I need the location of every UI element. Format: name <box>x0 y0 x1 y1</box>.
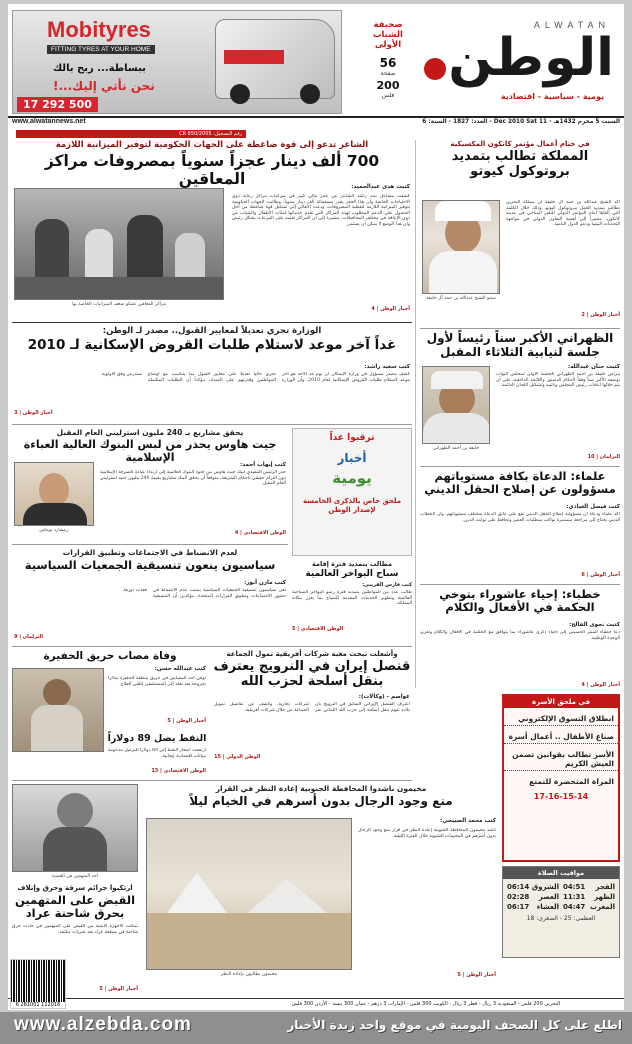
bottom-banner[interactable] <box>0 1012 632 1044</box>
footer-bar <box>8 998 624 1010</box>
prayer-row <box>507 903 559 911</box>
story-societies-body: نعى سياسيون تنسيقية الجمعيات السياسية بسبب عدم الانضباط في حضور الاجتماعات وتطبيق القرارات المتخذة، مؤكدين أن التنسيقية فقدت دورها. <box>122 588 286 599</box>
story-budget-ref[interactable]: أخبار الوطن | 4 <box>371 306 410 312</box>
story-budget-headline[interactable]: 700 ألف دينار عجزاً سنوياً بمصروفات مراكز المعاقين <box>44 152 380 188</box>
story-loans-headline[interactable]: غداً آخر موعد لاستلام طلبات القروض الإسكانية لـ 2010 <box>27 337 397 353</box>
ad-phone: 17 292 500 <box>17 97 98 112</box>
promo-word-1: ترقبوا غداً <box>329 433 375 443</box>
story-dinner-headline[interactable]: منع وجود الرجال بدون أسرهم في الخيام ليلاً <box>189 794 453 808</box>
story-mexico-body: أكد الشيخ عبدالله بن حمد آل خليفة أن مملكة البحرين تطالب بتمديد العمل ببروتوكول كيوتو، وذلك خلال الكلمة التي ألقاها أمام المؤتمر الدولي للتغير المناخي في مدينة كانكون، مشيراً إلى أهمية التعاون الدولي في مواجهة التحديات البيئية ودعم الدول النامية. <box>506 200 620 228</box>
story-parking-ref[interactable]: الوطن الاقتصادي | 5 <box>292 626 344 632</box>
story-oil[interactable] <box>106 734 208 778</box>
story-iran-byline: عواصم - (وكالات): <box>358 694 410 700</box>
prayer-row <box>507 893 559 901</box>
story-theft-body: تمكنت الأجهزة الأمنية من القبض على المتهمين في حادث حرق شاحنة في منطقة عراد بعد تحريات مكثفة. <box>12 924 138 935</box>
story-mexico-ref[interactable]: أخبار الوطن | 2 <box>581 312 620 318</box>
ad-van <box>215 19 335 99</box>
story-islamic-caption: ريتشارد توماس <box>39 528 69 533</box>
promo-word-2: أخبار <box>337 451 367 465</box>
issue-line: السبت 5 محرم 1432هـ - 11 Dec 2010 Sat - العدد: 1827 - السنة: 6 <box>422 119 620 125</box>
story-loans-kicker: الوزارة تجري تعديلاً لمعايير القبول.. مصدر لـ الوطن: <box>102 326 322 336</box>
prayer-name: الفجر <box>595 883 615 891</box>
story-fire-photo <box>12 668 104 752</box>
story-dinner[interactable] <box>144 784 498 998</box>
story-budget-caption: مراكز المعاقين تشكو ضعف الميزانيات الخاصة بها <box>71 302 167 307</box>
price-value: 200 <box>376 79 400 92</box>
story-dhahrani[interactable] <box>420 332 620 464</box>
story-theft-photo <box>12 784 138 872</box>
story-oil-headline[interactable]: النفط يصل 89 دولاراً <box>107 733 207 744</box>
story-dinner-kicker: مخيمون ناشدوا المحافظة الجنوبية إعادة النظر في القرار <box>215 784 427 793</box>
promo-offer: ملحق خاص بالذكرى الخامسة لإصدار الوطن <box>302 497 402 514</box>
prayer-row <box>563 893 615 901</box>
reg-strip <box>16 130 246 138</box>
banner-text: اطلع على كل الصحف اليومية في موقع واحد زبدة الأخبار <box>287 1018 622 1032</box>
story-iran-ref[interactable]: الوطن الدولي | 15 <box>214 754 261 760</box>
prayer-title: مواقيت الصلاة <box>503 867 619 879</box>
story-ashura-byline: كتبت نجوى الفالح: <box>569 622 620 628</box>
footer-barcode <box>10 959 66 1009</box>
story-preachers[interactable] <box>420 470 620 582</box>
prayer-time: 04:51 <box>563 883 586 891</box>
logo-latin: ALWATAN <box>533 20 610 30</box>
story-parking-headline[interactable]: سباح البواخر العالمية <box>305 569 399 579</box>
prayer-name: المغرب <box>589 903 615 911</box>
prayer-name: الشروق <box>531 883 559 891</box>
story-dinner-byline: كتب محمد الصبيحي: <box>440 818 496 824</box>
story-preachers-byline: كتب فيصل العيادي: <box>566 504 620 510</box>
pages-label: صفحة <box>380 70 396 77</box>
story-societies-headline[interactable]: سياسيون ينعون تنسيقية الجمعيات السياسية <box>24 558 276 572</box>
story-ashura-headline[interactable]: خطباء: إحياء عاشوراء بتوخي الحكمة في الأفعال والكلام <box>439 587 601 615</box>
story-ashura-ref[interactable]: أخبار الوطن | 4 <box>581 682 620 688</box>
ad-slogan: FITTING TYRES AT YOUR HOME <box>47 45 155 54</box>
prayer-time: 02:28 <box>507 893 530 901</box>
promo-title: صحيفة الشباب الأولى <box>373 20 403 50</box>
banner-site[interactable]: www.alzebda.com <box>14 1014 192 1035</box>
story-budget-kicker: الشاعر تدعو إلى قوة ضاغطة على الجهات الحكومية لتوفير الميزانية اللازمة <box>55 140 369 150</box>
story-preachers-headline[interactable]: علماء: الدعاة بكافة مستوياتهم مسؤولون عن إصلاح الحقل الديني <box>424 469 616 497</box>
story-dhahrani-body: يترأس خليفة بن أحمد الظهراني الجلسة الأولى لمجلس النواب بوصفه الأكبر سناً وفقاً لأحكام الدستور واللائحة الداخلية، على أن يتم خلالها انتخاب رئيس المجلس ونائبيه وتشكيل اللجان الدائمة. <box>496 372 620 389</box>
footer-prices: البحرين 200 فلس - السعودية 3 ريال - قطر 3 ريال - الكويت 300 فلس - الإمارات 3 درهم - عمان 300 بيسة - الأردن 300 فلس <box>291 1001 560 1007</box>
story-dhahrani-ref[interactable]: البرلمان | 10 <box>587 454 620 460</box>
weather-line: العظمى: 25 - الصغرى: 18 <box>526 915 596 922</box>
story-dhahrani-byline: كتبت حنان عبدالله: <box>567 364 620 370</box>
newspaper-page <box>8 4 624 1010</box>
story-mexico-kicker: في ختام أعمال مؤتمر كانكون المكسيكية <box>450 140 590 148</box>
story-loans[interactable] <box>12 326 412 422</box>
story-societies[interactable] <box>12 548 288 644</box>
story-societies-kicker: لعدم الانضباط في الاجتماعات وتطبيق القرارات <box>62 548 238 557</box>
story-theft-headline[interactable]: القبض على المتهمين بحرق شاحنة عراد <box>14 893 136 921</box>
story-budget-body: كشفت مشاعل بنت راشد الشاعر عن عجز مالي كبير في ميزانيات مراكز رعاية ذوي الاحتياجات الخاصة وأن هذا العجز يقدر بسبعمائة ألف دينار سنوياً، وطالبت الجهات الحكومية بتوفير الميزانية اللازمة لتغطية المصروفات، ودعت الأهالي إلى تشكيل قوة ضاغطة من أجل الحصول على الدعم المطلوب لهذه المراكز التي تقدم خدماتها لمئات الأطفال والشباب من ذوي الإعاقة في مختلف المحافظات، مشيرة إلى أن المراكز تعتمد على التبرعات بشكل رئيس وأن هذا الوضع لا يمكن أن يستمر. <box>232 194 410 227</box>
story-budget-photo <box>14 188 224 300</box>
story-budget-byline: كتبت هدى عبدالحميد: <box>351 184 410 190</box>
story-dinner-ref[interactable]: أخبار الوطن | 5 <box>457 972 496 978</box>
story-islamic-photo <box>14 462 94 526</box>
story-theft-ref[interactable]: أخبار الوطن | 5 <box>99 986 138 992</box>
story-dinner-body: ناشد مخيمون المحافظة الجنوبية إعادة النظر في قرار منع وجود الرجال بدون أسرهم في المخيمات الشتوية خلال الفترة الليلية. <box>358 828 496 839</box>
story-iran-body: اعترف القنصل الإيراني السابق في النرويج بأن بلاده تقوم بنقل أسلحة إلى حزب الله اللبناني عبر شركات تجارية، وكشف عن تفاصيل تمويل الجماعة من خلال شركات أفريقية. <box>214 702 410 713</box>
story-preachers-ref[interactable]: أخبار الوطن | 6 <box>581 572 620 578</box>
masthead-tagline: يومية - سياسية - اقتصادية <box>500 92 604 101</box>
story-islamic[interactable] <box>12 428 288 542</box>
story-parking-body: طالب عدد من المواطنين بتمديد فترة رسو البواخر السياحية العالمية وتطوير الخدمات المقدمة للسياح بما يعزز مكانة المملكة. <box>292 590 412 607</box>
prayer-time: 04:47 <box>563 903 586 911</box>
story-fire[interactable] <box>12 650 208 730</box>
story-fire-ref[interactable]: أخبار الوطن | 5 <box>167 718 206 724</box>
story-islamic-kicker: يحقق مشاريع بـ 240 مليون استرليني العام المقبل <box>56 428 244 437</box>
logo-red-swoosh <box>424 58 446 80</box>
story-fire-byline: كتب عبدالله حسن: <box>154 666 206 672</box>
ad-arabic-1: ببساطة... ربح بالك <box>53 63 146 74</box>
story-oil-ref[interactable]: الوطن الاقتصادي | 13 <box>151 768 206 774</box>
masthead-promo <box>362 20 414 100</box>
top-advert[interactable] <box>12 10 342 114</box>
story-parking[interactable] <box>292 560 412 638</box>
story-dhahrani-headline[interactable]: الظهراني الأكبر سناً رئيساً لأول جلسة لنيابية الثلاثاء المقبل <box>426 331 614 359</box>
story-mexico-headline[interactable]: المملكة تطالب بتمديد بروتوكول كيوتو <box>451 149 589 179</box>
barcode-number: 6 281001 112016 <box>11 1002 65 1008</box>
logo-arabic: الوطن <box>448 28 614 88</box>
prayer-name: الظهر <box>594 893 615 901</box>
price-unit: فلس <box>381 92 395 99</box>
family-box-item-3[interactable]: الأسر تطالب بقوانين تضمن العيش الكريم <box>504 744 618 771</box>
story-mexico-caption: سمو الشيخ عبدالله بن حمد آل خليفة <box>426 296 496 301</box>
masthead-logo[interactable] <box>424 20 614 100</box>
pages-count: 56 <box>379 56 397 70</box>
story-fire-body: توفي أحد المصابين في حريق منطقة الحفيرة متأثراً بجروحه بعد نقله إلى المستشفى لتلقي العلاج. <box>108 676 206 687</box>
ad-arabic-2: نحن نأتي إليك...! <box>53 79 155 93</box>
issue-bar <box>8 116 624 126</box>
prayer-row <box>507 883 559 891</box>
prayer-rows <box>503 879 619 915</box>
story-fire-headline[interactable]: وفاة مصاب حريق الحفيرة <box>43 650 177 662</box>
story-dinner-photo <box>146 818 352 970</box>
story-societies-ref[interactable]: البرلمان | 9 <box>14 634 43 640</box>
story-dhahrani-caption: خليفة بن أحمد الظهراني <box>432 446 480 451</box>
prayer-row <box>563 883 615 891</box>
family-box-item-1[interactable]: انطلاق التسوق الإلكتروني <box>504 708 618 726</box>
story-theft-caption: أحد المتهمين في القضية <box>51 874 99 879</box>
story-islamic-ref[interactable]: الوطن الاقتصادي | 4 <box>234 530 286 536</box>
story-loans-byline: كتب سعيد راشد: <box>364 364 410 370</box>
story-parking-kicker: مطالب بتمديد فترة إقامة <box>312 560 392 568</box>
story-ashura[interactable] <box>420 588 620 692</box>
prayer-row <box>563 903 615 911</box>
story-budget[interactable] <box>12 140 412 320</box>
story-iran-headline[interactable]: قنصل إيران في النرويج يعترف بنقل أسلحة لحزب الله <box>213 659 411 689</box>
masthead <box>8 4 624 125</box>
prayer-time: 06:14 <box>507 883 530 891</box>
reg-number: رقم التسجيل: CR 650/2005 <box>179 131 242 137</box>
family-box-item-4[interactable]: المراة المتحضرة للتمتع <box>529 777 614 786</box>
story-loans-body: كشف مصدر مسؤول في وزارة الإسكان أن يوم غد الأحد هو آخر موعد لاستلام طلبات القروض الإسكانية لعام 2010، وأن الوزارة تجري حالياً تعديلاً على معايير القبول بما يتناسب مع أوضاع المواطنين وقدرتهم على السداد، مؤكداً أن الطلبات المكتملة ستدرس وفق الأولوية. <box>100 372 410 383</box>
story-oil-body: ارتفعت أسعار النفط إلى 89 دولاراً للبرميل مدعومة ببيانات اقتصادية إيجابية. <box>108 748 206 759</box>
story-dinner-caption: مخيمون يطالبون بإعادة النظر <box>220 972 278 977</box>
story-mexico-photo <box>422 200 500 294</box>
family-box[interactable] <box>502 694 620 862</box>
prayer-name: العشاء <box>536 903 559 911</box>
website[interactable]: www.alwatannews.net <box>12 118 86 125</box>
family-box-pages: 17-16-15-14 <box>533 792 589 801</box>
prayer-times-box <box>502 866 620 958</box>
story-loans-ref[interactable]: أخبار الوطن | 3 <box>14 410 53 416</box>
story-iran-kicker: وأشعلت تبحث مغبة شركات أفريقية تمول الجماعة <box>226 650 398 658</box>
prayer-time: 06:17 <box>507 903 530 911</box>
story-ashura-body: دعا خطباء المنبر الحسيني إلى إحياء ذكرى عاشوراء بما يتوافق مع الحكمة في الأفعال والكلام وتعزيز الوحدة الوطنية. <box>420 630 620 641</box>
story-islamic-headline[interactable]: جيت هاوس يحذر من لبس البنوك العالية العباءة الإسلامية <box>23 438 277 464</box>
story-societies-byline: كتب مازن أنور: <box>244 580 286 586</box>
prayer-time: 11:31 <box>563 893 586 901</box>
story-mexico[interactable] <box>420 140 620 326</box>
story-parking-byline: كتب فارس القريني: <box>362 582 412 588</box>
promo-word-3: يومية <box>332 469 372 487</box>
story-iran[interactable] <box>212 650 412 766</box>
prayer-name: العصر <box>538 893 559 901</box>
family-box-title: في ملحق الأسرة <box>504 696 618 708</box>
story-islamic-body: حذر الرئيس التنفيذي لبنك جيت هاوس من لجوء البنوك العالمية إلى ارتداء عباءة الصيرفة الإسلامية دون التزام حقيقي بأحكام الشريعة، متوقعاً أن يحقق البنك مشاريع بقيمة 240 مليون جنيه استرليني العام المقبل. <box>100 470 286 487</box>
family-box-item-2[interactable]: صناع الأطفال .. أعمال أسرة <box>504 726 618 744</box>
story-dhahrani-photo <box>422 366 490 444</box>
promo-box[interactable] <box>292 428 412 556</box>
story-islamic-byline: كتب إيهاب أحمد: <box>240 462 286 468</box>
story-preachers-body: أكد علماء ودعاة أن مسؤولية إصلاح الحقل الديني تقع على عاتق الدعاة بمختلف مستوياتهم، وأن الخطاب الديني يحتاج إلى مراجعة مستمرة تواكب متطلبات العصر وتحافظ على ثوابت الدين. <box>420 512 620 523</box>
story-theft-kicker: ارتكبوا جرائم سرقة وحرق وإتلاف <box>17 884 133 892</box>
ad-brand: Mobityres <box>47 17 151 42</box>
